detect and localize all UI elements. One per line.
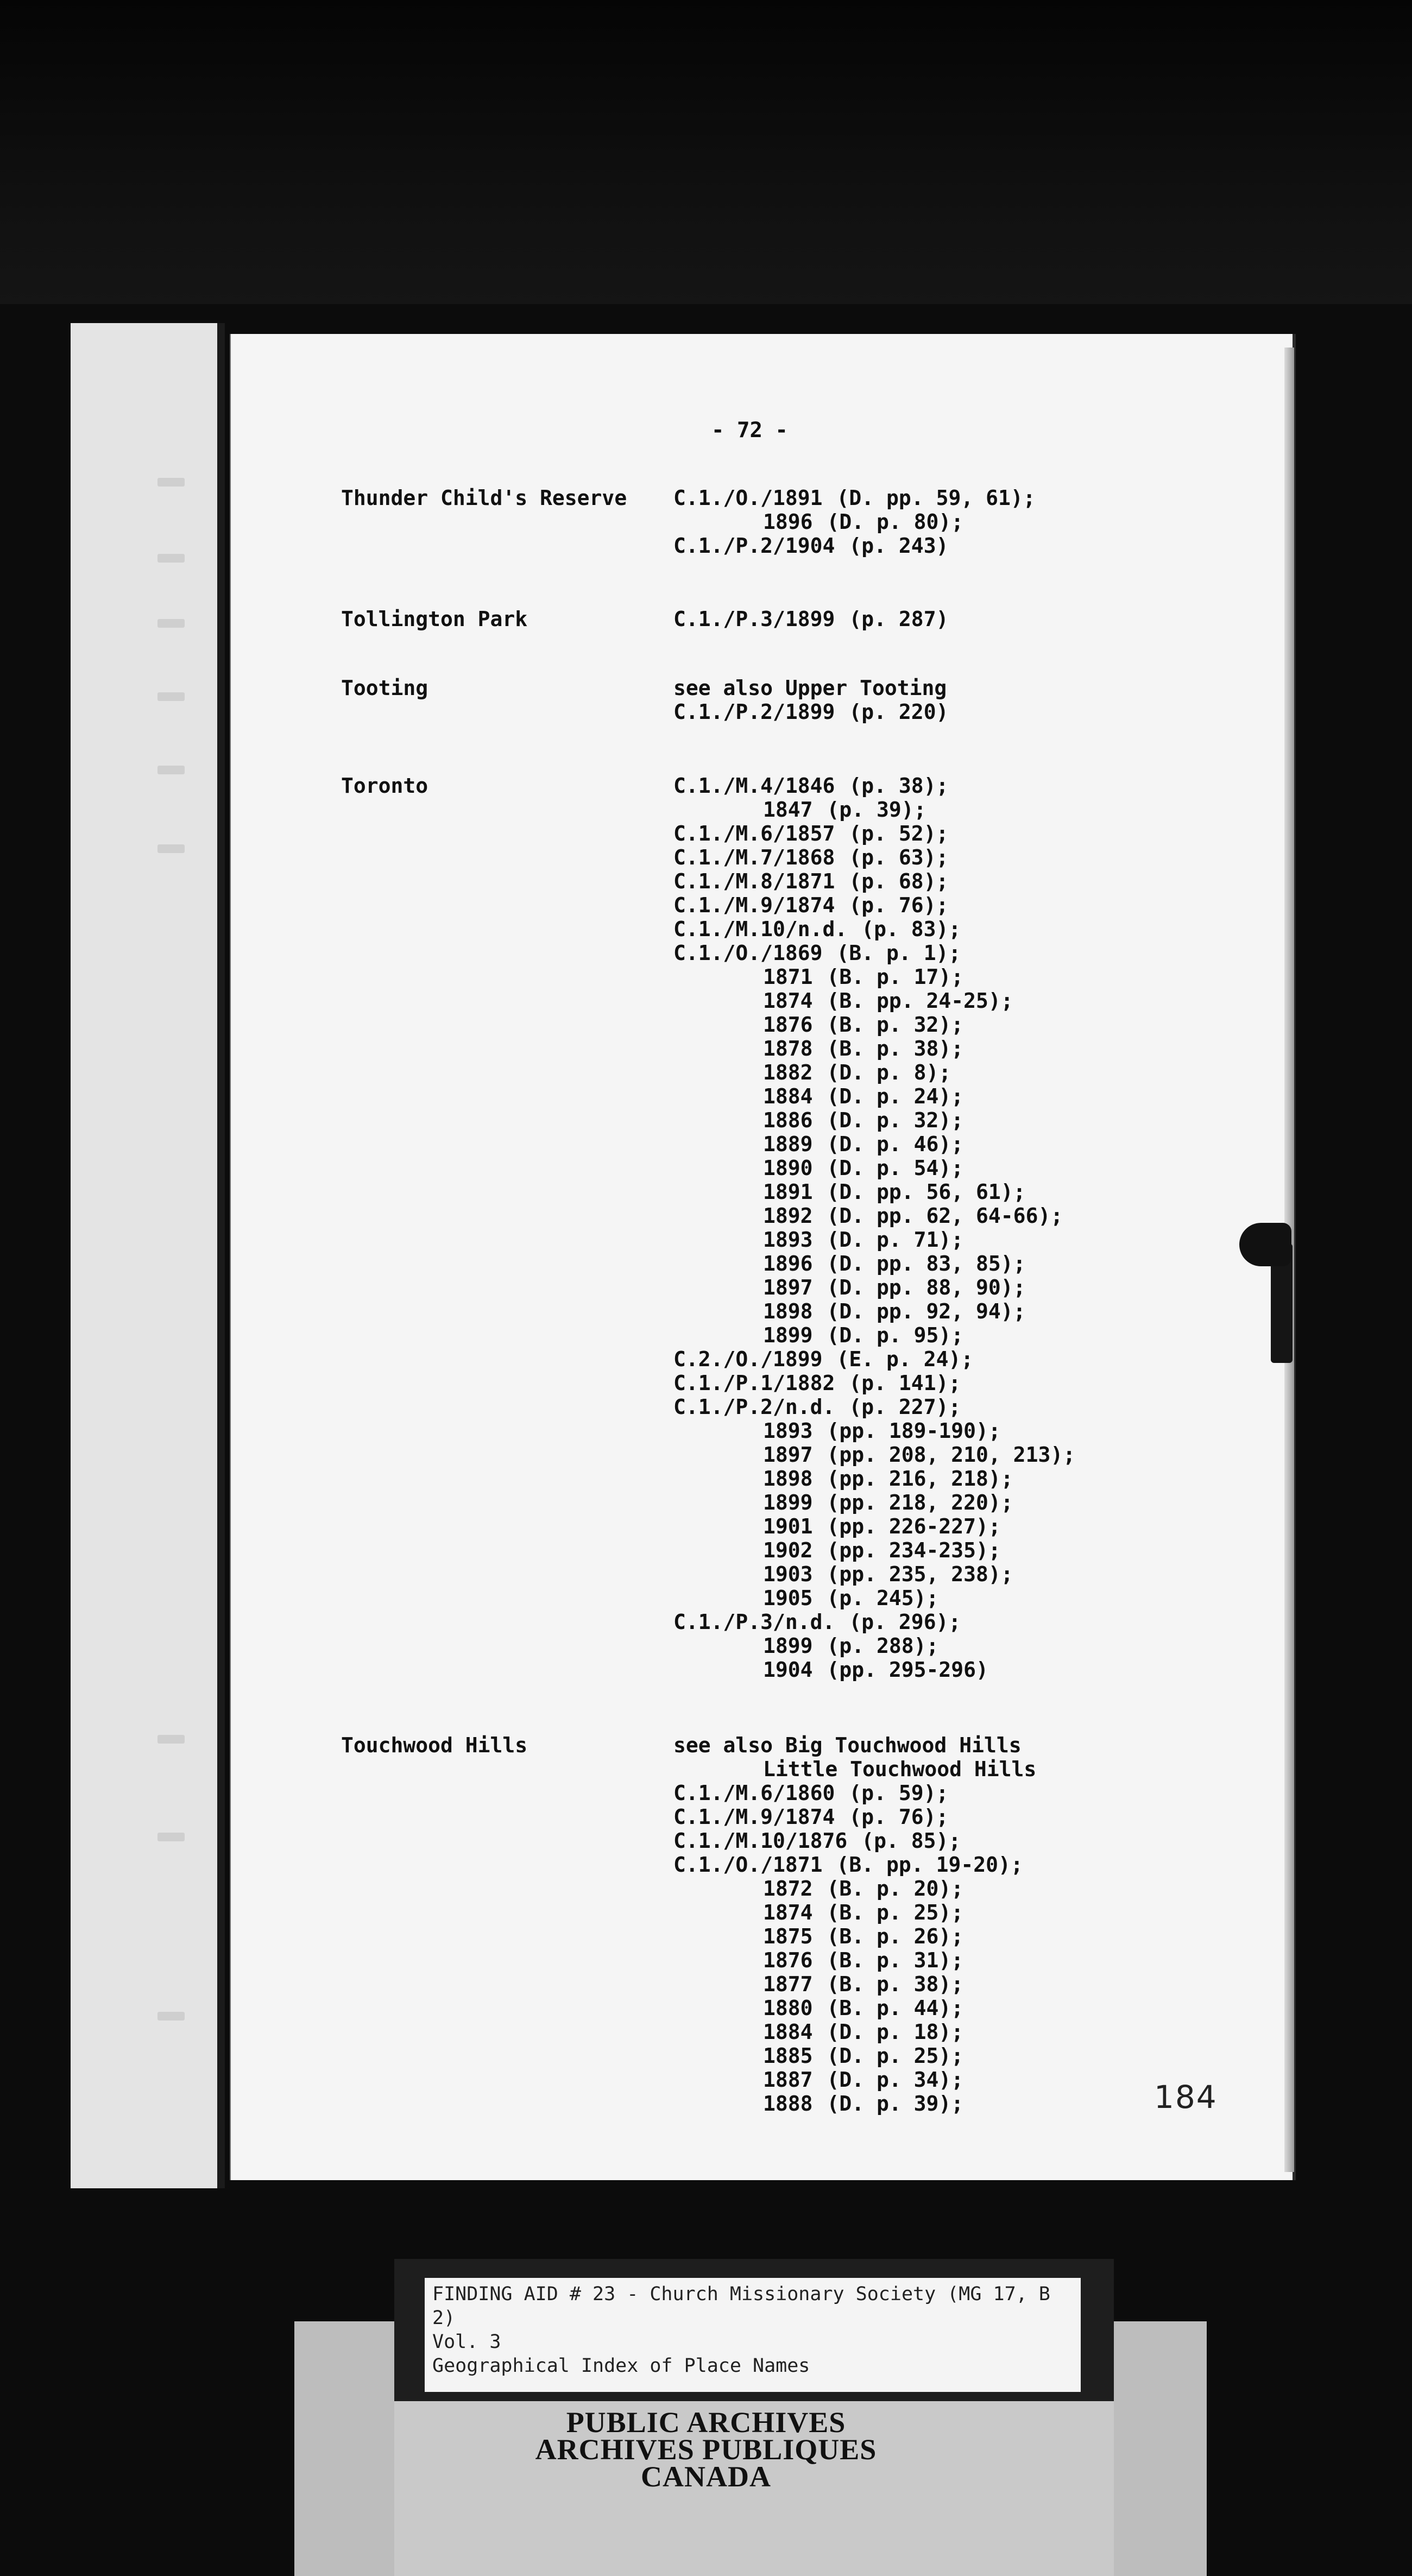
reference-pages: (D. pp. 59, 61); [836,486,1036,510]
bleed-through-mark [157,554,185,563]
reference-pages: (D. p. 34); [827,2068,964,2092]
scan-background [0,0,1412,304]
reference-series: C.1./M.7/1868 [673,845,835,869]
reference-pages: (D. p. 46); [827,1132,964,1156]
reference-pages: (p. 287) [849,607,949,631]
reference-pages: (B. p. 31); [827,1948,964,1972]
reference-year: 1874 [763,1901,813,1924]
reference-year: 1880 [763,1996,813,2020]
reference-year: 1882 [763,1060,813,1084]
reference-series: see also Upper Tooting [673,676,947,700]
reference-year: 1886 [763,1108,813,1132]
reference-pages: (B. p. 44); [827,1996,964,2020]
place-name: Touchwood Hills [341,1733,528,1757]
reference-year: 1901 [763,1514,813,1538]
reference-series: C.1./P.2/n.d. [673,1395,835,1419]
reference-pages: (D. p. 18); [827,2020,964,2044]
reference-series: C.1./P.3/1899 [673,607,835,631]
reference-pages: (p. 288); [827,1634,939,1658]
reference-series: C.1./M.9/1874 [673,1805,835,1829]
reference-series: C.1./P.1/1882 [673,1371,835,1395]
bleed-through-mark [157,844,185,853]
reference-pages: (B. p. 1); [836,941,961,965]
reference-series: C.1./P.3/n.d. [673,1610,835,1634]
reference-year: 1887 [763,2068,813,2092]
reference-year: 1876 [763,1013,813,1037]
reference-year: 1899 [763,1634,813,1658]
reference-pages: (D. pp. 62, 64-66); [827,1204,1063,1228]
reference-series: C.1./M.10/n.d. [673,917,848,941]
reference-series: C.1./M.6/1857 [673,822,835,845]
reference-year: 1893 [763,1419,813,1443]
reference-pages: (B. p. 20); [827,1877,964,1901]
bleed-through-mark [157,1735,185,1744]
reference-year: 1878 [763,1037,813,1060]
reference-year: 1884 [763,2020,813,2044]
reference-pages: (B. p. 26); [827,1924,964,1948]
reference-pages: (p. 68); [849,869,949,893]
reference-year: 1897 [763,1276,813,1299]
place-name: Tollington Park [341,607,528,631]
reference-pages: (D. pp. 83, 85); [827,1252,1026,1276]
reference-pages: (D. p. 95); [827,1323,964,1347]
binder-clip-head [1239,1223,1291,1266]
reference-year: 1898 [763,1467,813,1491]
bleed-through-mark [157,1833,185,1841]
reference-series: C.1./O./1871 [673,1853,823,1877]
reference-year: 1875 [763,1924,813,1948]
reference-year: 1889 [763,1132,813,1156]
label-line-subject: Geographical Index of Place Names [432,2355,810,2377]
reference-pages: (p. 245); [827,1586,939,1610]
reference-pages: (pp. 226-227); [827,1514,1001,1538]
reference-pages: (p. 296); [849,1610,961,1634]
reference-pages: (B. pp. 19-20); [836,1853,1023,1877]
reference-series: C.1./O./1891 [673,486,823,510]
place-name: Toronto [341,774,428,798]
reference-year: 1904 [763,1658,813,1682]
reference-year: 1876 [763,1948,813,1972]
page-number: - 72 - [711,418,788,443]
reference-pages: (D. pp. 56, 61); [827,1180,1026,1204]
reference-series: C.1./M.6/1860 [673,1781,835,1805]
label-line-title: FINDING AID # 23 - Church Missionary Society (MG 17, B 2) [432,2283,1050,2329]
reference-series: C.2./O./1899 [673,1347,823,1371]
reference-pages: (p. 85); [861,1829,961,1853]
reference-series: see also Big Touchwood Hills [673,1733,1022,1757]
reference-pages: (p. 243) [849,534,949,558]
reference-year: 1892 [763,1204,813,1228]
reference-pages: (B. p. 38); [827,1972,964,1996]
reference-pages: (pp. 295-296) [827,1658,988,1682]
reference-pages: (D. p. 71); [827,1228,964,1252]
reference-year: 1874 [763,989,813,1013]
reference-pages: (B. p. 17); [827,965,964,989]
reference-year: 1899 [763,1491,813,1514]
reference-year: Little Touchwood Hills [763,1757,1037,1781]
reference-year: 1903 [763,1562,813,1586]
reference-pages: (B. p. 25); [827,1901,964,1924]
reference-pages: (D. pp. 88, 90); [827,1276,1026,1299]
reference-pages: (D. p. 32); [827,1108,964,1132]
reference-pages: (pp. 234-235); [827,1538,1001,1562]
reference-year: 1871 [763,965,813,989]
reference-pages: (D. p. 80); [827,510,964,534]
reference-pages: (pp. 189-190); [827,1419,1001,1443]
reference-pages: (D. p. 24); [827,1084,964,1108]
reference-pages: (p. 83); [861,917,961,941]
reference-pages: (B. p. 38); [827,1037,964,1060]
reference-pages: (p. 141); [849,1371,961,1395]
reference-series: C.1./P.2/1899 [673,700,835,724]
reference-pages: (p. 76); [849,1805,949,1829]
reference-series: C.1./P.2/1904 [673,534,835,558]
reference-year: 1888 [763,2092,813,2116]
reference-year: 1897 [763,1443,813,1467]
reference-year: 1896 [763,1252,813,1276]
reference-pages: (B. pp. 24-25); [827,989,1013,1013]
reference-year: 1898 [763,1299,813,1323]
reference-pages: (D. p. 25); [827,2044,964,2068]
reference-year: 1885 [763,2044,813,2068]
reference-pages: (D. pp. 92, 94); [827,1299,1026,1323]
reference-year: 1905 [763,1586,813,1610]
reference-year: 1877 [763,1972,813,1996]
reference-pages: (p. 38); [849,774,949,798]
reference-pages: (E. p. 24); [836,1347,974,1371]
reference-year: 1872 [763,1877,813,1901]
reference-pages: (p. 59); [849,1781,949,1805]
reference-pages: (D. p. 39); [827,2092,964,2116]
bleed-through-mark [157,2012,185,2021]
reference-year: 1891 [763,1180,813,1204]
reference-year: 1893 [763,1228,813,1252]
label-line-volume: Vol. 3 [432,2331,501,2353]
reference-pages: (D. p. 8); [827,1060,951,1084]
reference-year: 1884 [763,1084,813,1108]
reference-series: C.1./O./1869 [673,941,823,965]
reference-pages: (pp. 216, 218); [827,1467,1013,1491]
archive-stamp-line: CANADA [641,2460,771,2493]
reference-pages: (p. 63); [849,845,949,869]
reference-year: 1890 [763,1156,813,1180]
reference-pages: (B. p. 32); [827,1013,964,1037]
reference-year: 1899 [763,1323,813,1347]
archive-stamp-line: PUBLIC ARCHIVES [566,2406,846,2439]
reference-year: 1847 [763,798,813,822]
bleed-through-mark [157,766,185,774]
reference-pages: (pp. 235, 238); [827,1562,1013,1586]
reference-year: 1902 [763,1538,813,1562]
reference-series: C.1./M.9/1874 [673,893,835,917]
reference-pages: (p. 76); [849,893,949,917]
adjacent-page [71,323,225,2188]
reference-pages: (p. 39); [827,798,926,822]
place-name: Tooting [341,676,428,700]
reference-pages: (pp. 218, 220); [827,1491,1013,1514]
bleed-through-mark [157,478,185,487]
reference-series: C.1./M.8/1871 [673,869,835,893]
finding-aid-label [425,2278,1081,2392]
reference-series: C.1./M.4/1846 [673,774,835,798]
reference-pages: (D. p. 54); [827,1156,964,1180]
handwritten-page-number: 184 [1154,2079,1218,2116]
bleed-through-mark [157,619,185,628]
reference-pages: (pp. 208, 210, 213); [827,1443,1076,1467]
reference-series: C.1./M.10/1876 [673,1829,848,1853]
reference-year: 1896 [763,510,813,534]
bleed-through-mark [157,692,185,701]
reference-pages: (p. 227); [849,1395,961,1419]
archive-stamp-line: ARCHIVES PUBLIQUES [535,2433,877,2466]
place-name: Thunder Child's Reserve [341,486,627,510]
reference-pages: (p. 220) [849,700,949,724]
reference-pages: (p. 52); [849,822,949,845]
